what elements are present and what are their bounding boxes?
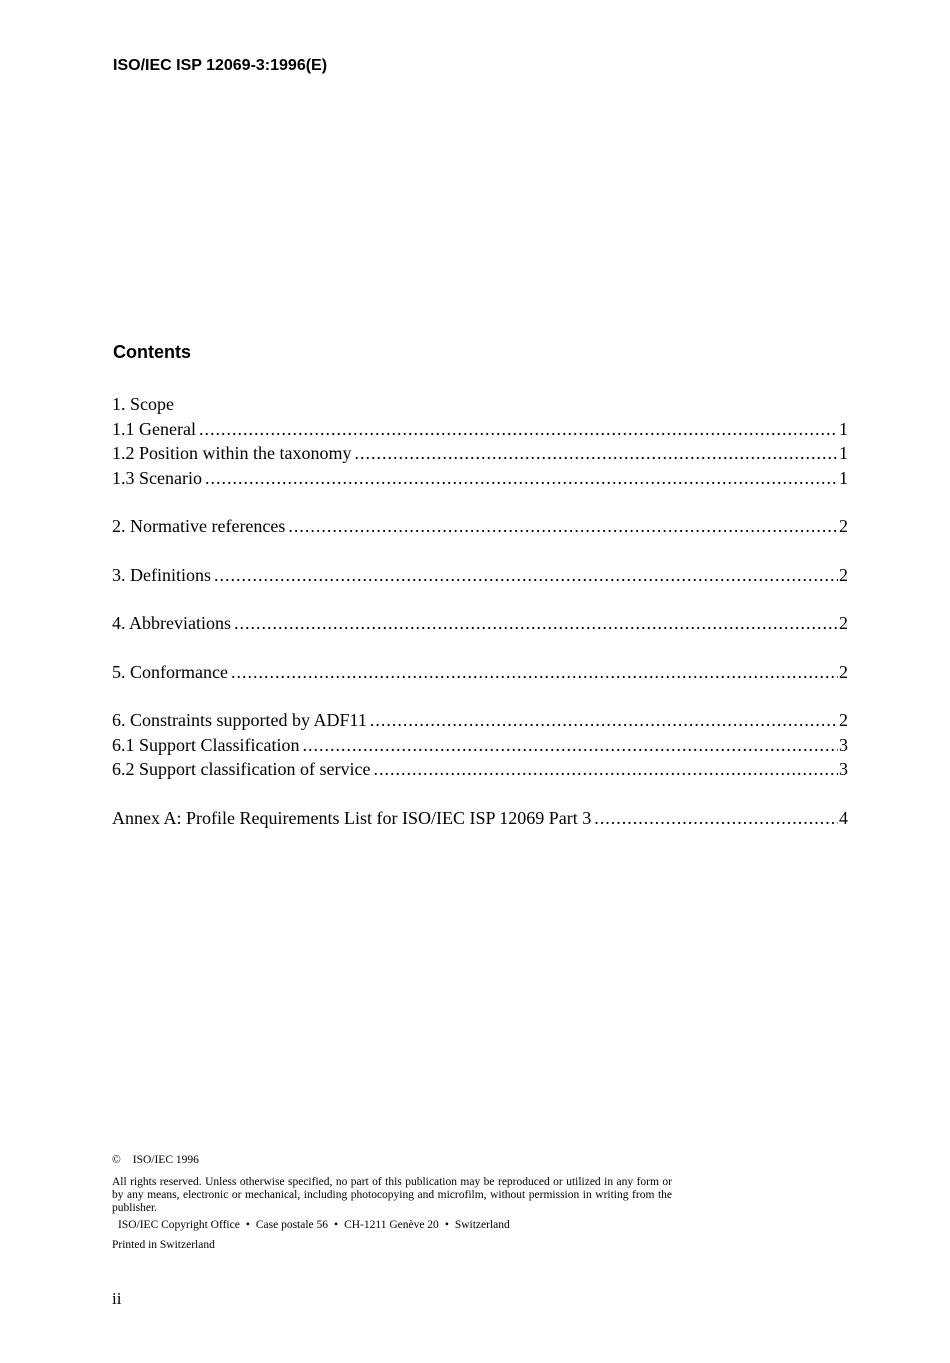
toc-leader-dots: [370, 708, 838, 733]
toc-entry-page: 1: [839, 443, 848, 463]
toc-entry-annex-a[interactable]: [112, 806, 848, 831]
toc-entry-constraints[interactable]: [112, 708, 848, 733]
bullet-separator: •: [334, 1219, 339, 1231]
toc-entry-page: 2: [839, 613, 848, 633]
toc-entry-label: 1.1 General: [112, 418, 196, 439]
office-city: CH-1211 Genève 20: [344, 1219, 439, 1231]
bullet-separator: •: [245, 1219, 250, 1231]
copyright-line: [112, 1154, 672, 1167]
toc-entry-scenario[interactable]: [112, 466, 848, 491]
toc-entry-page: 2: [839, 661, 848, 682]
bullet-separator: •: [444, 1219, 449, 1231]
document-header: ISO/IEC ISP 12069-3:1996(E): [113, 57, 328, 74]
toc-entry-abbreviations[interactable]: [112, 611, 848, 636]
table-of-contents: [112, 392, 848, 830]
toc-entry-scope[interactable]: [112, 392, 848, 417]
toc-leader-dots: [231, 660, 838, 685]
toc-entry-page: 3: [839, 734, 848, 755]
toc-leader-dots: [234, 611, 838, 636]
toc-entry-general[interactable]: [112, 417, 848, 442]
toc-entry-label: 6. Constraints supported by ADF11: [112, 710, 367, 730]
toc-entry-support-classification-service[interactable]: [112, 757, 848, 782]
toc-entry-support-classification[interactable]: [112, 733, 848, 758]
toc-entry-page: 4: [839, 807, 848, 828]
toc-leader-dots: [303, 733, 839, 758]
toc-entry-page: 2: [839, 516, 848, 536]
toc-entry-page: 2: [839, 710, 848, 730]
toc-entry-label: 6.2 Support classification of service: [112, 759, 371, 779]
toc-entry-label: 1.2 Position within the taxonomy: [112, 443, 352, 463]
toc-entry-label: 1. Scope: [112, 394, 174, 414]
toc-leader-dots: [594, 806, 838, 831]
toc-entry-definitions[interactable]: [112, 563, 848, 588]
toc-leader-dots: [205, 466, 838, 491]
toc-leader-dots: [214, 563, 838, 588]
toc-entry-label: 2. Normative references: [112, 516, 286, 536]
copyright-symbol: ©: [112, 1154, 121, 1166]
rights-notice: All rights reserved. Unless otherwise specified, no part of this publication may be reproduced or utilized in any form or by any means, electronic or mechanical, including photocopying and microfilm, without permission in writing from the publisher.: [112, 1176, 672, 1214]
office-country: Switzerland: [454, 1219, 510, 1231]
toc-entry-label: Annex A: Profile Requirements List for ISO/IEC ISP 12069 Part 3: [112, 807, 592, 828]
printed-in: Printed in Switzerland: [112, 1239, 215, 1251]
toc-entry-label: 1.3 Scenario: [112, 467, 202, 488]
copyright-holder: ISO/IEC 1996: [132, 1154, 199, 1166]
toc-entry-page: 1: [839, 418, 848, 439]
toc-entry-normative-references[interactable]: [112, 514, 848, 539]
toc-entry-label: 3. Definitions: [112, 564, 211, 585]
toc-leader-dots: [355, 441, 838, 466]
page-number: ii: [112, 1289, 122, 1308]
toc-leader-dots: [199, 417, 838, 442]
copyright-footer: [112, 1154, 672, 1252]
toc-entry-position[interactable]: [112, 441, 848, 466]
toc-entry-label: 6.1 Support Classification: [112, 734, 300, 755]
contents-title: Contents: [113, 342, 191, 362]
toc-leader-dots: [288, 514, 838, 539]
toc-entry-label: 4. Abbreviations: [112, 613, 231, 633]
toc-leader-dots: [373, 757, 838, 782]
toc-entry-page: 1: [839, 467, 848, 488]
office-postal: Case postale 56: [255, 1219, 329, 1231]
office-name: ISO/IEC Copyright Office: [118, 1219, 240, 1231]
toc-entry-conformance[interactable]: [112, 660, 848, 685]
toc-entry-page: 2: [839, 564, 848, 585]
toc-entry-page: 3: [839, 759, 848, 779]
copyright-office-address: [112, 1219, 672, 1232]
toc-entry-label: 5. Conformance: [112, 661, 228, 682]
